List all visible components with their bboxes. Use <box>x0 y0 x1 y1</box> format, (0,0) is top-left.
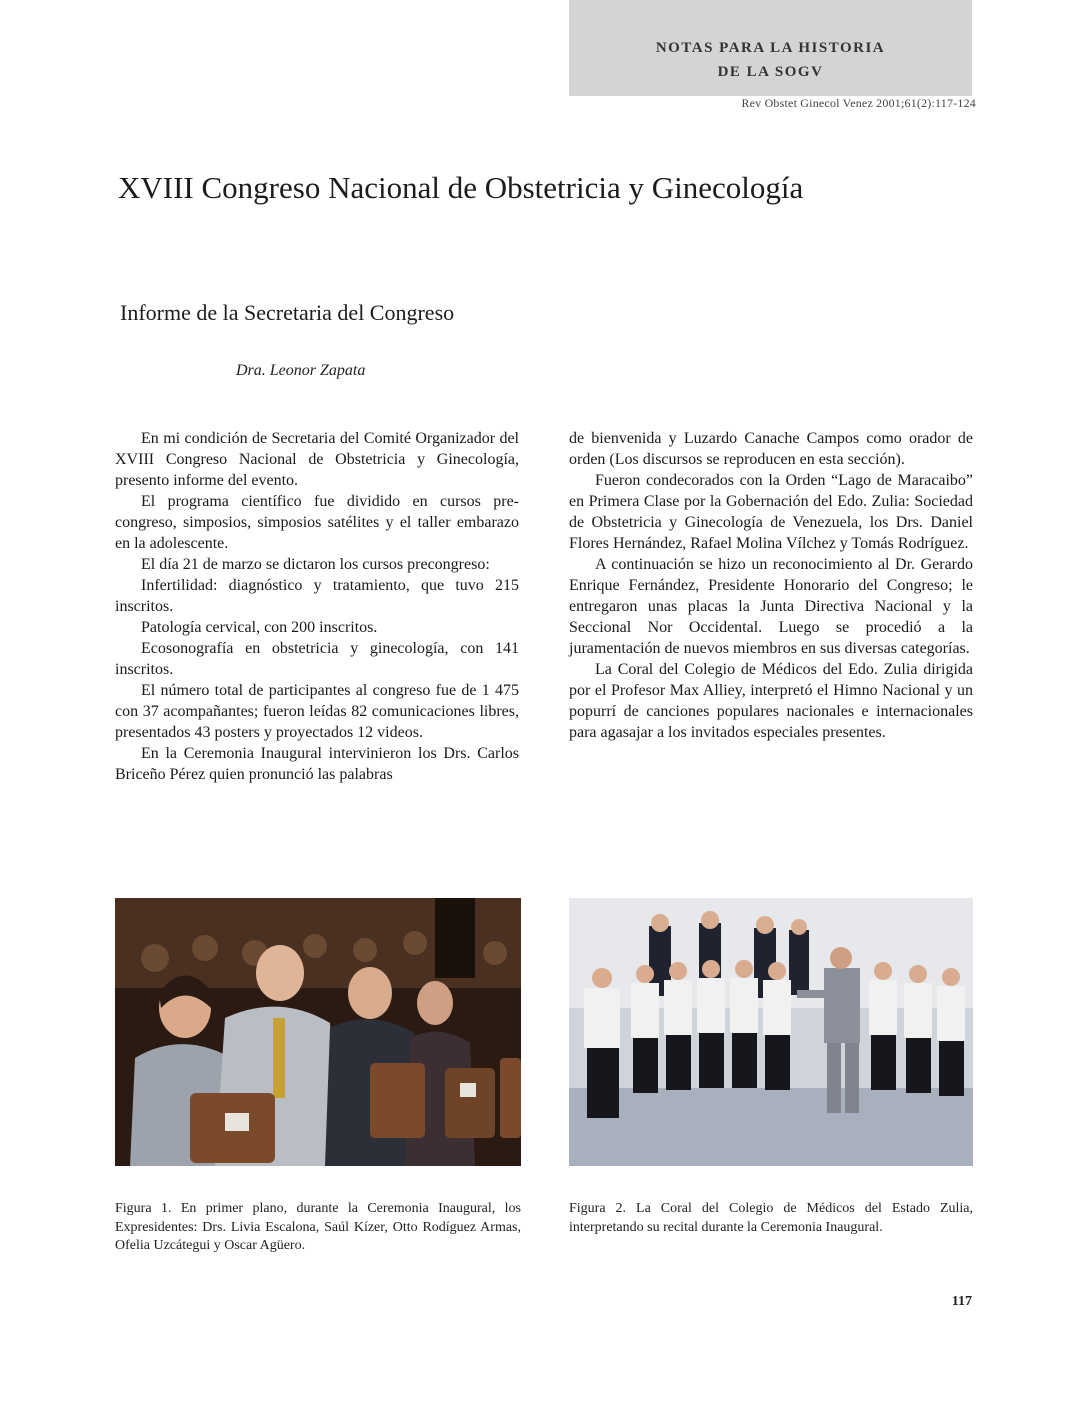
paragraph: Fueron condecorados con la Orden “Lago de Maracaibo” en Primera Clase por la Gobernación del Edo. Zulia: Sociedad de Obstetricia y Ginecología de Venezuela, los Drs. Daniel Flores Hernández, Rafael Molina Vílchez y Tomás Rodríguez. <box>569 472 973 552</box>
paragraph: A continuación se hizo un reconocimiento al Dr. Gerardo Enrique Fernández, Presidente Honorario del Congreso; le entregaron unas placas la Junta Directiva Nacional y la Seccional Nor Occidental. Luego se procedió a la juramentación de nuevos miembros en sus diversas categorías. <box>569 556 973 657</box>
section-title-line1: NOTAS PARA LA HISTORIA <box>655 40 886 56</box>
paragraph: En mi condición de Secretaria del Comité Organizador del XVIII Congreso Nacional de Obstetricia y Ginecología, presento informe del evento. <box>115 430 519 489</box>
article-author: Dra. Leonor Zapata <box>236 362 366 379</box>
paragraph: Infertilidad: diagnóstico y tratamiento, que tuvo 215 inscritos. <box>115 577 519 615</box>
page-number: 117 <box>951 1294 972 1309</box>
section-title-line2: DE LA SOGV <box>717 64 824 80</box>
paragraph: de bienvenida y Luzardo Canache Campos como orador de orden (Los discursos se reproducen en esta sección). <box>569 430 973 468</box>
choir-illustration <box>569 898 973 1166</box>
paragraph: Ecosonografía en obstetricia y ginecología, con 141 inscritos. <box>115 640 519 678</box>
paragraph: El programa científico fue dividido en cursos pre-congreso, simposios, simposios satélites y el taller embarazo en la adolescente. <box>115 493 519 552</box>
paragraph: En la Ceremonia Inaugural intervinieron los Drs. Carlos Briceño Pérez quien pronunció las palabras <box>115 745 519 783</box>
section-header-box <box>569 0 972 96</box>
paragraph: La Coral del Colegio de Médicos del Edo. Zulia dirigida por el Profesor Max Alliey, interpretó el Himno Nacional y un popurrí de canciones populares nacionales e internacionales para agasajar a los invitados especiales presentes. <box>569 661 973 741</box>
paragraph: El día 21 de marzo se dictaron los cursos precongreso: <box>141 556 490 573</box>
right-text-column <box>569 428 973 743</box>
left-text-column <box>115 428 519 785</box>
article-title: XVIII Congreso Nacional de Obstetricia y Ginecología <box>118 170 804 205</box>
figure-2-photo <box>569 898 973 1166</box>
paragraph: El número total de participantes al congreso fue de 1 475 con 37 acompañantes; fueron leídas 82 comunicaciones libres, presentados 43 posters y proyectados 12 videos. <box>115 682 519 741</box>
audience-illustration <box>115 898 521 1166</box>
figure-1-caption: Figura 1. En primer plano, durante la Ceremonia Inaugural, los Expresidentes: Drs. Livia Escalona, Saúl Kízer, Otto Rodíguez Armas, Ofelia Uzcátegui y Oscar Agüero. <box>115 1201 521 1253</box>
article-subtitle: Informe de la Secretaria del Congreso <box>120 300 455 325</box>
journal-citation: Rev Obstet Ginecol Venez 2001;61(2):117-124 <box>741 96 976 110</box>
paragraph: Patología cervical, con 200 inscritos. <box>141 619 378 636</box>
figure-1-photo <box>115 898 521 1166</box>
figure-2-caption: Figura 2. La Coral del Colegio de Médicos del Estado Zulia, interpretando su recital durante la Ceremonia Inaugural. <box>569 1201 973 1235</box>
